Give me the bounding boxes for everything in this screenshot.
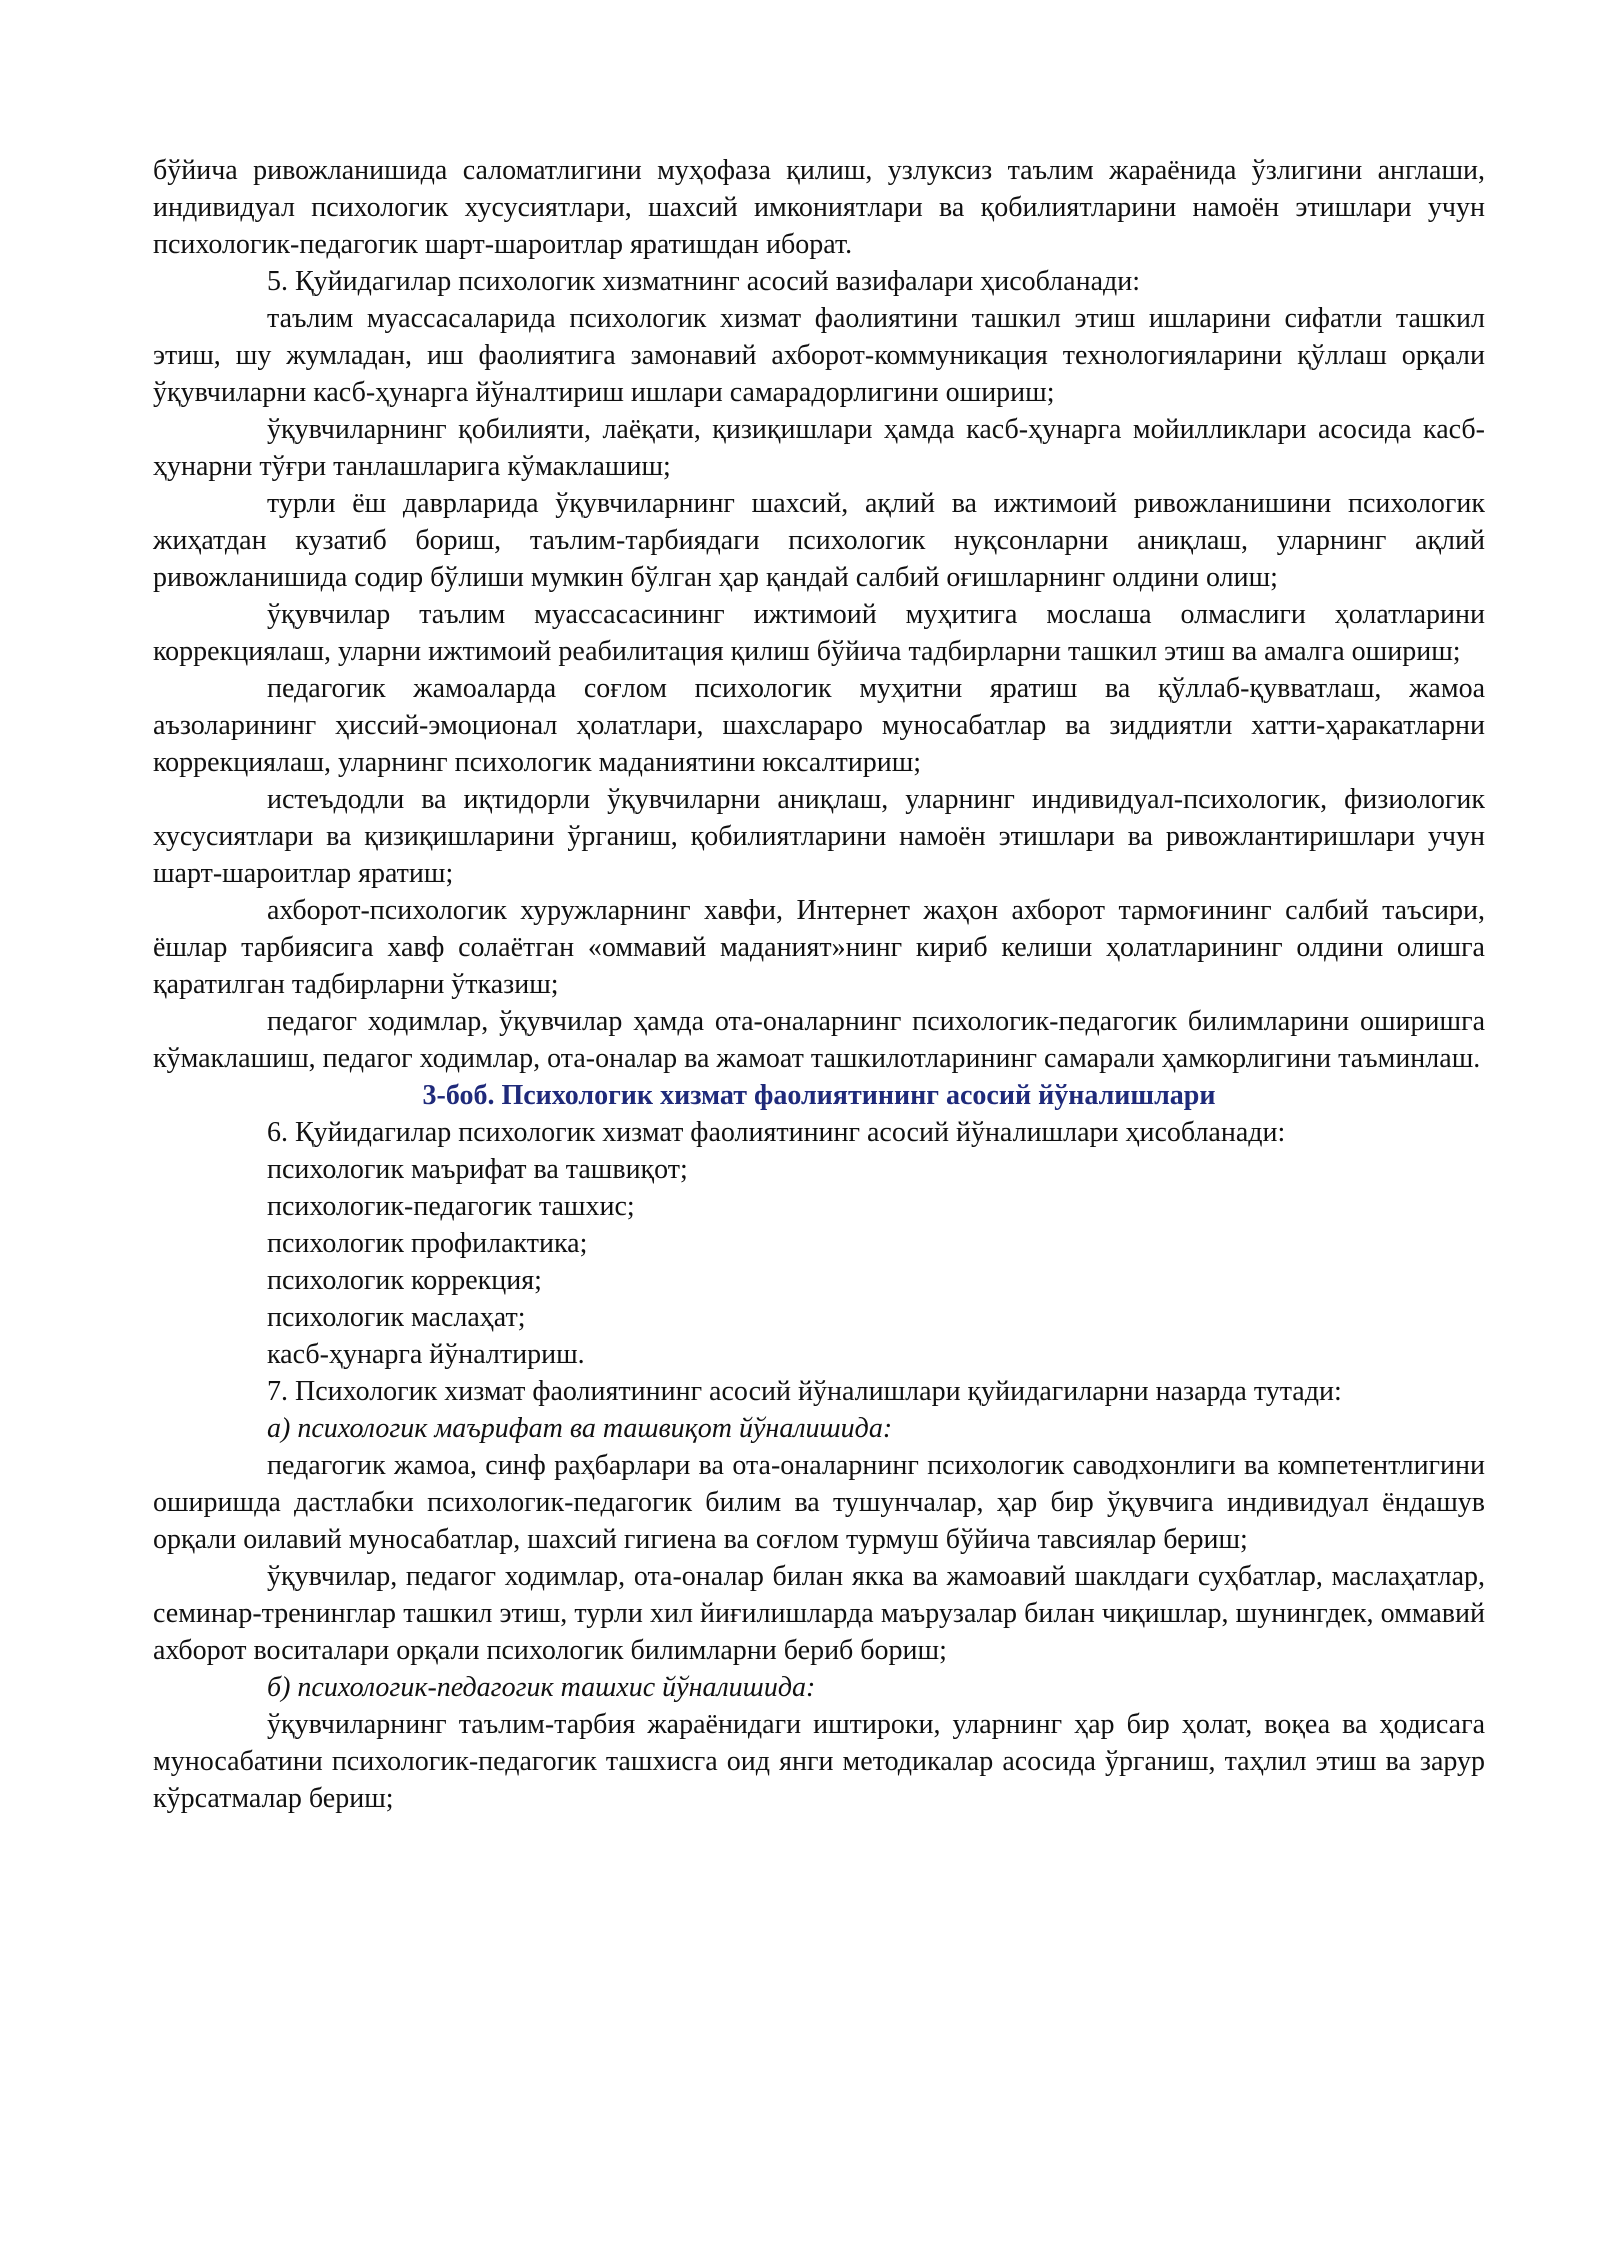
document-page [153, 152, 1485, 1817]
paragraph-6-item: психологик коррекция; [267, 1265, 542, 1296]
paragraph-5-item: педагог ходимлар, ўқувчилар ҳамда ота-оналарнинг психологик-педагогик билимларини оширишга кўмаклашиш, педагог ходимлар, ота-оналар ва жамоат ташкилотларининг самарали ҳамкорлигини таъминлаш. [153, 1006, 1485, 1074]
paragraph-5: 5. Қуйидагилар психологик хизматнинг асосий вазифалари ҳисобланади: [267, 266, 1141, 297]
paragraph-5-item: ахборот-психологик хуружларнинг хавфи, Интернет жаҳон ахборот тармоғининг салбий таъсири, ёшлар тарбиясига хавф солаётган «оммавий маданият»нинг кириб келиши ҳолатларининг олдини олишга қаратилган тадбирларни ўтказиш; [153, 895, 1485, 1000]
paragraph-5-item: истеъдодли ва иқтидорли ўқувчиларни аниқлаш, уларнинг индивидуал-психологик, физиологик хусусиятлари ва қизиқишларини ўрганиш, қобилиятларини намоён этишлари ва ривожлантиришлари учун шарт-шароитлар яратиш; [153, 784, 1485, 889]
section-b-item: ўқувчиларнинг таълим-тарбия жараёнидаги иштироки, уларнинг ҳар бир ҳолат, воқеа ва ҳодисага муносабатини психологик-педагогик ташхисга оид янги методикалар асосида ўрганиш, таҳлил этиш ва зарур кўрсатмалар бериш; [153, 1709, 1485, 1814]
paragraph-6-item: психологик-педагогик ташхис; [267, 1191, 635, 1222]
paragraph-5-item: ўқувчилар таълим муассасасининг ижтимоий муҳитига мослаша олмаслиги ҳолатларини коррекциялаш, уларни ижтимоий реабилитация қилиш бўйича тадбирларни ташкил этиш ва амалга ошириш; [153, 599, 1485, 667]
paragraph-6-item: психологик профилактика; [267, 1228, 588, 1259]
section-a-item: ўқувчилар, педагог ходимлар, ота-оналар билан якка ва жамоавий шаклдаги суҳбатлар, маслаҳатлар, семинар-тренинглар ташкил этиш, турли хил йиғилишларда маърузалар билан чиқишлар, шунингдек, оммавий ахборот воситалари орқали психологик билимларни бериб бориш; [153, 1561, 1485, 1666]
paragraph-7: 7. Психологик хизмат фаолиятининг асосий йўналишлари қуйидагиларни назарда тутади: [267, 1376, 1342, 1407]
paragraph-intro: бўйича ривожланишида саломатлигини муҳофаза қилиш, узлуксиз таълим жараёнида ўзлигини англаши, индивидуал психологик хусусиятлари, шахсий имкониятлари ва қобилиятларини намоён этишлари учун психологик-педагогик шарт-шароитлар яратишдан иборат. [153, 155, 1485, 260]
section-a-title: а) психологик маърифат ва ташвиқот йўналишида: [267, 1413, 893, 1444]
paragraph-5-item: таълим муассасаларида психологик хизмат фаолиятини ташкил этиш ишларини сифатли ташкил этиш, шу жумладан, иш фаолиятига замонавий ахборот-коммуникация технологияларини қўллаш орқали ўқувчиларни касб-ҳунарга йўналтириш ишлари самарадорлигини ошириш; [153, 303, 1485, 408]
section-b-title: б) психологик-педагогик ташхис йўналишида: [267, 1672, 816, 1703]
section-a-item: педагогик жамоа, синф раҳбарлари ва ота-оналарнинг психологик саводхонлиги ва компетентлигини оширишда дастлабки психологик-педагогик билим ва тушунчалар, ҳар бир ўқувчига индивидуал ёндашув орқали оилавий муносабатлар, шахсий гигиена ва соғлом турмуш бўйича тавсиялар бериш; [153, 1450, 1485, 1555]
paragraph-6-item: психологик маърифат ва ташвиқот; [267, 1154, 688, 1185]
paragraph-6: 6. Қуйидагилар психологик хизмат фаолиятининг асосий йўналишлари ҳисобланади: [267, 1117, 1286, 1148]
paragraph-6-item: касб-ҳунарга йўналтириш. [267, 1339, 585, 1370]
paragraph-5-item: турли ёш даврларида ўқувчиларнинг шахсий, ақлий ва ижтимоий ривожланишини психологик жиҳатдан кузатиб бориш, таълим-тарбиядаги психологик нуқсонларни аниқлаш, уларнинг ақлий ривожланишида содир бўлиши мумкин бўлган ҳар қандай салбий оғишларнинг олдини олиш; [153, 488, 1485, 593]
paragraph-5-item: педагогик жамоаларда соғлом психологик муҳитни яратиш ва қўллаб-қувватлаш, жамоа аъзоларининг ҳиссий-эмоционал ҳолатлари, шахслараро муносабатлар ва зиддиятли хатти-ҳаракатларни коррекциялаш, уларнинг психологик маданиятини юксалтириш; [153, 673, 1485, 778]
paragraph-5-item: ўқувчиларнинг қобилияти, лаёқати, қизиқишлари ҳамда касб-ҳунарга мойилликлари асосида касб-ҳунарни тўғри танлашларига кўмаклашиш; [153, 414, 1485, 482]
chapter-heading: 3-боб. Психологик хизмат фаолиятининг асосий йўналишлари [422, 1080, 1216, 1111]
paragraph-6-item: психологик маслаҳат; [267, 1302, 526, 1333]
